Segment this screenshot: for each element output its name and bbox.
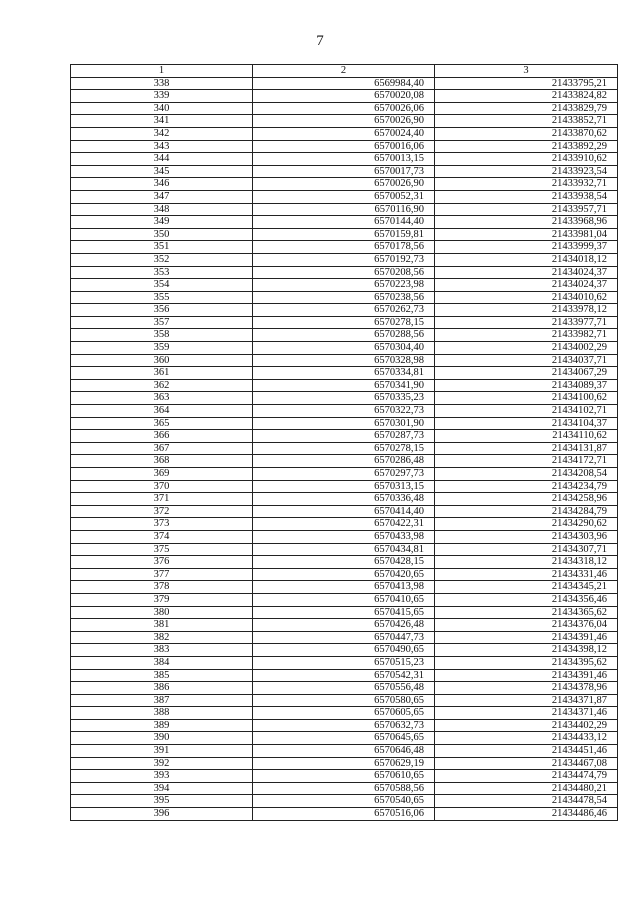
point-number-cell: 375 xyxy=(71,543,253,556)
point-number-cell: 394 xyxy=(71,782,253,795)
table-row xyxy=(71,253,618,266)
table-row xyxy=(71,568,618,581)
coordinate-y-cell: 21434018,12 xyxy=(435,253,618,266)
coordinate-y-cell: 21434024,37 xyxy=(435,266,618,279)
coordinate-y-cell: 21433978,12 xyxy=(435,304,618,317)
table-row xyxy=(71,770,618,783)
table-row xyxy=(71,190,618,203)
coordinate-x-cell: 6570286,48 xyxy=(253,455,435,468)
table-row xyxy=(71,468,618,481)
coordinate-y-cell: 21434067,29 xyxy=(435,367,618,380)
table-row xyxy=(71,153,618,166)
point-number-cell: 372 xyxy=(71,505,253,518)
table-row xyxy=(71,417,618,430)
coordinate-y-cell: 21433829,79 xyxy=(435,102,618,115)
table-row xyxy=(71,430,618,443)
point-number-cell: 367 xyxy=(71,442,253,455)
point-number-cell: 396 xyxy=(71,808,253,821)
coordinate-y-cell: 21434024,37 xyxy=(435,279,618,292)
coordinate-x-cell: 6570516,06 xyxy=(253,808,435,821)
coordinate-y-cell: 21433932,71 xyxy=(435,178,618,191)
point-number-cell: 370 xyxy=(71,480,253,493)
point-number-cell: 345 xyxy=(71,165,253,178)
point-number-cell: 339 xyxy=(71,90,253,103)
point-number-cell: 356 xyxy=(71,304,253,317)
table-row xyxy=(71,530,618,543)
table-row xyxy=(71,543,618,556)
coordinate-x-cell: 6570017,73 xyxy=(253,165,435,178)
point-number-cell: 383 xyxy=(71,644,253,657)
point-number-cell: 393 xyxy=(71,770,253,783)
point-number-cell: 361 xyxy=(71,367,253,380)
coordinate-x-cell: 6570428,15 xyxy=(253,556,435,569)
coordinate-y-cell: 21434037,71 xyxy=(435,354,618,367)
table-row xyxy=(71,77,618,90)
coordinate-x-cell: 6570313,15 xyxy=(253,480,435,493)
coordinate-y-cell: 21434467,08 xyxy=(435,757,618,770)
coordinate-x-cell: 6570447,73 xyxy=(253,631,435,644)
coordinate-x-cell: 6570433,98 xyxy=(253,530,435,543)
coordinate-y-cell: 21433938,54 xyxy=(435,190,618,203)
coordinate-x-cell: 6570304,40 xyxy=(253,342,435,355)
point-number-cell: 368 xyxy=(71,455,253,468)
coordinate-y-cell: 21433824,82 xyxy=(435,90,618,103)
coordinate-x-cell: 6570278,15 xyxy=(253,316,435,329)
table-row xyxy=(71,682,618,695)
point-number-cell: 359 xyxy=(71,342,253,355)
table-row xyxy=(71,165,618,178)
coordinate-y-cell: 21434356,46 xyxy=(435,593,618,606)
coordinate-x-cell: 6570287,73 xyxy=(253,430,435,443)
coordinate-y-cell: 21434398,12 xyxy=(435,644,618,657)
coordinate-x-cell: 6570262,73 xyxy=(253,304,435,317)
coordinate-x-cell: 6570542,31 xyxy=(253,669,435,682)
coordinate-x-cell: 6569984,40 xyxy=(253,77,435,90)
table-row xyxy=(71,127,618,140)
coordinate-x-cell: 6570278,15 xyxy=(253,442,435,455)
coordinate-y-cell: 21434010,62 xyxy=(435,291,618,304)
point-number-cell: 352 xyxy=(71,253,253,266)
table-row xyxy=(71,304,618,317)
coordinate-x-cell: 6570052,31 xyxy=(253,190,435,203)
coordinate-y-cell: 21434395,62 xyxy=(435,656,618,669)
coordinate-x-cell: 6570645,65 xyxy=(253,732,435,745)
table-row xyxy=(71,178,618,191)
table-row xyxy=(71,619,618,632)
table-row xyxy=(71,442,618,455)
coordinate-x-cell: 6570580,65 xyxy=(253,694,435,707)
point-number-cell: 348 xyxy=(71,203,253,216)
table-row xyxy=(71,392,618,405)
coordinate-x-cell: 6570026,90 xyxy=(253,178,435,191)
coordinate-x-cell: 6570410,65 xyxy=(253,593,435,606)
table-row xyxy=(71,316,618,329)
coordinate-x-cell: 6570223,98 xyxy=(253,279,435,292)
coordinate-x-cell: 6570322,73 xyxy=(253,405,435,418)
point-number-cell: 350 xyxy=(71,228,253,241)
coordinate-x-cell: 6570144,40 xyxy=(253,216,435,229)
coordinate-x-cell: 6570024,40 xyxy=(253,127,435,140)
point-number-cell: 351 xyxy=(71,241,253,254)
point-number-cell: 369 xyxy=(71,468,253,481)
table-row xyxy=(71,669,618,682)
point-number-cell: 343 xyxy=(71,140,253,153)
coordinate-x-cell: 6570414,40 xyxy=(253,505,435,518)
coordinate-y-cell: 21434172,71 xyxy=(435,455,618,468)
point-number-cell: 376 xyxy=(71,556,253,569)
point-number-cell: 362 xyxy=(71,379,253,392)
coordinate-y-cell: 21433977,71 xyxy=(435,316,618,329)
coordinate-x-cell: 6570434,81 xyxy=(253,543,435,556)
coordinate-x-cell: 6570335,23 xyxy=(253,392,435,405)
table-row xyxy=(71,644,618,657)
coordinate-x-cell: 6570540,65 xyxy=(253,795,435,808)
point-number-cell: 364 xyxy=(71,405,253,418)
coordinate-y-cell: 21434089,37 xyxy=(435,379,618,392)
coordinate-y-cell: 21434478,54 xyxy=(435,795,618,808)
coordinate-x-cell: 6570026,90 xyxy=(253,115,435,128)
coordinate-x-cell: 6570629,19 xyxy=(253,757,435,770)
column-header-1: 1 xyxy=(71,65,253,78)
table-row xyxy=(71,379,618,392)
coordinate-y-cell: 21434376,04 xyxy=(435,619,618,632)
point-number-cell: 371 xyxy=(71,493,253,506)
point-number-cell: 378 xyxy=(71,581,253,594)
table-row xyxy=(71,556,618,569)
table-row xyxy=(71,241,618,254)
table-row xyxy=(71,115,618,128)
point-number-cell: 338 xyxy=(71,77,253,90)
coordinate-y-cell: 21434480,21 xyxy=(435,782,618,795)
coordinate-x-cell: 6570646,48 xyxy=(253,745,435,758)
point-number-cell: 373 xyxy=(71,518,253,531)
coordinate-y-cell: 21434365,62 xyxy=(435,606,618,619)
coordinate-y-cell: 21434290,62 xyxy=(435,518,618,531)
point-number-cell: 395 xyxy=(71,795,253,808)
coordinate-y-cell: 21433957,71 xyxy=(435,203,618,216)
coordinate-x-cell: 6570422,31 xyxy=(253,518,435,531)
table-row xyxy=(71,266,618,279)
point-number-cell: 358 xyxy=(71,329,253,342)
coordinate-y-cell: 21434104,37 xyxy=(435,417,618,430)
coordinate-x-cell: 6570208,56 xyxy=(253,266,435,279)
table-row xyxy=(71,795,618,808)
table-row xyxy=(71,342,618,355)
coordinate-y-cell: 21433968,96 xyxy=(435,216,618,229)
coordinate-y-cell: 21434208,54 xyxy=(435,468,618,481)
coordinate-x-cell: 6570238,56 xyxy=(253,291,435,304)
point-number-cell: 349 xyxy=(71,216,253,229)
point-number-cell: 379 xyxy=(71,593,253,606)
coordinate-x-cell: 6570334,81 xyxy=(253,367,435,380)
table-row xyxy=(71,606,618,619)
coordinate-y-cell: 21433795,21 xyxy=(435,77,618,90)
coordinate-x-cell: 6570013,15 xyxy=(253,153,435,166)
coordinate-y-cell: 21434433,12 xyxy=(435,732,618,745)
point-number-cell: 387 xyxy=(71,694,253,707)
table-row xyxy=(71,505,618,518)
coordinate-x-cell: 6570556,48 xyxy=(253,682,435,695)
point-number-cell: 366 xyxy=(71,430,253,443)
table-row xyxy=(71,216,618,229)
coordinate-x-cell: 6570026,06 xyxy=(253,102,435,115)
coordinate-x-cell: 6570610,65 xyxy=(253,770,435,783)
coordinate-x-cell: 6570301,90 xyxy=(253,417,435,430)
coordinate-y-cell: 21434234,79 xyxy=(435,480,618,493)
coordinate-x-cell: 6570605,65 xyxy=(253,707,435,720)
coordinate-x-cell: 6570116,90 xyxy=(253,203,435,216)
coordinate-y-cell: 21433910,62 xyxy=(435,153,618,166)
coordinate-y-cell: 21434100,62 xyxy=(435,392,618,405)
point-number-cell: 355 xyxy=(71,291,253,304)
point-number-cell: 342 xyxy=(71,127,253,140)
coordinate-y-cell: 21434102,71 xyxy=(435,405,618,418)
table-row xyxy=(71,329,618,342)
page-number: 7 xyxy=(316,33,324,49)
coordinate-y-cell: 21434451,46 xyxy=(435,745,618,758)
coordinate-x-cell: 6570288,56 xyxy=(253,329,435,342)
coordinate-y-cell: 21434110,62 xyxy=(435,430,618,443)
coordinate-x-cell: 6570632,73 xyxy=(253,719,435,732)
coordinate-x-cell: 6570490,65 xyxy=(253,644,435,657)
point-number-cell: 365 xyxy=(71,417,253,430)
table-row xyxy=(71,291,618,304)
coordinates-table xyxy=(70,64,618,821)
coordinate-y-cell: 21434402,29 xyxy=(435,719,618,732)
coordinate-y-cell: 21433982,71 xyxy=(435,329,618,342)
table-row xyxy=(71,782,618,795)
coordinate-y-cell: 21434131,87 xyxy=(435,442,618,455)
coordinate-x-cell: 6570515,23 xyxy=(253,656,435,669)
coordinate-y-cell: 21434378,96 xyxy=(435,682,618,695)
table-row xyxy=(71,694,618,707)
point-number-cell: 392 xyxy=(71,757,253,770)
coordinate-y-cell: 21434345,21 xyxy=(435,581,618,594)
point-number-cell: 347 xyxy=(71,190,253,203)
coordinate-y-cell: 21433870,62 xyxy=(435,127,618,140)
table-row xyxy=(71,203,618,216)
table-row xyxy=(71,455,618,468)
coordinate-y-cell: 21433923,54 xyxy=(435,165,618,178)
table-row xyxy=(71,757,618,770)
point-number-cell: 381 xyxy=(71,619,253,632)
coordinate-x-cell: 6570426,48 xyxy=(253,619,435,632)
table-body xyxy=(71,77,618,820)
coordinate-x-cell: 6570413,98 xyxy=(253,581,435,594)
table-row xyxy=(71,808,618,821)
point-number-cell: 384 xyxy=(71,656,253,669)
coordinate-y-cell: 21434486,46 xyxy=(435,808,618,821)
coordinate-y-cell: 21434303,96 xyxy=(435,530,618,543)
table-row xyxy=(71,518,618,531)
point-number-cell: 389 xyxy=(71,719,253,732)
coordinate-x-cell: 6570336,48 xyxy=(253,493,435,506)
coordinate-x-cell: 6570420,65 xyxy=(253,568,435,581)
point-number-cell: 380 xyxy=(71,606,253,619)
table-row xyxy=(71,631,618,644)
point-number-cell: 354 xyxy=(71,279,253,292)
coordinate-y-cell: 21434391,46 xyxy=(435,669,618,682)
coordinate-y-cell: 21434258,96 xyxy=(435,493,618,506)
point-number-cell: 391 xyxy=(71,745,253,758)
coordinate-y-cell: 21434284,79 xyxy=(435,505,618,518)
point-number-cell: 386 xyxy=(71,682,253,695)
point-number-cell: 388 xyxy=(71,707,253,720)
point-number-cell: 360 xyxy=(71,354,253,367)
coordinate-y-cell: 21433981,04 xyxy=(435,228,618,241)
coordinate-y-cell: 21433852,71 xyxy=(435,115,618,128)
point-number-cell: 363 xyxy=(71,392,253,405)
table-row xyxy=(71,405,618,418)
table-row xyxy=(71,593,618,606)
point-number-cell: 385 xyxy=(71,669,253,682)
coordinate-x-cell: 6570328,98 xyxy=(253,354,435,367)
coordinate-x-cell: 6570178,56 xyxy=(253,241,435,254)
point-number-cell: 382 xyxy=(71,631,253,644)
coordinate-y-cell: 21433999,37 xyxy=(435,241,618,254)
table-row xyxy=(71,707,618,720)
table-row xyxy=(71,480,618,493)
table-row xyxy=(71,102,618,115)
table-header-row xyxy=(71,65,618,78)
coordinate-x-cell: 6570159,81 xyxy=(253,228,435,241)
table-row xyxy=(71,140,618,153)
coordinate-y-cell: 21434391,46 xyxy=(435,631,618,644)
coordinate-y-cell: 21434307,71 xyxy=(435,543,618,556)
table-row xyxy=(71,732,618,745)
point-number-cell: 340 xyxy=(71,102,253,115)
coordinate-x-cell: 6570016,06 xyxy=(253,140,435,153)
coordinate-y-cell: 21434002,29 xyxy=(435,342,618,355)
coordinate-x-cell: 6570415,65 xyxy=(253,606,435,619)
point-number-cell: 390 xyxy=(71,732,253,745)
coordinate-y-cell: 21434371,46 xyxy=(435,707,618,720)
point-number-cell: 374 xyxy=(71,530,253,543)
table-row xyxy=(71,279,618,292)
coordinate-x-cell: 6570588,56 xyxy=(253,782,435,795)
coordinate-y-cell: 21433892,29 xyxy=(435,140,618,153)
table-row xyxy=(71,354,618,367)
table-row xyxy=(71,367,618,380)
coordinate-y-cell: 21434331,46 xyxy=(435,568,618,581)
coordinate-x-cell: 6570341,90 xyxy=(253,379,435,392)
point-number-cell: 341 xyxy=(71,115,253,128)
table-row xyxy=(71,493,618,506)
point-number-cell: 344 xyxy=(71,153,253,166)
coordinate-y-cell: 21434318,12 xyxy=(435,556,618,569)
table-row xyxy=(71,656,618,669)
point-number-cell: 346 xyxy=(71,178,253,191)
table-row xyxy=(71,228,618,241)
table-row xyxy=(71,90,618,103)
table-row xyxy=(71,745,618,758)
column-header-2: 2 xyxy=(253,65,435,78)
coordinate-y-cell: 21434371,87 xyxy=(435,694,618,707)
coordinate-x-cell: 6570020,08 xyxy=(253,90,435,103)
coordinate-x-cell: 6570192,73 xyxy=(253,253,435,266)
coordinate-x-cell: 6570297,73 xyxy=(253,468,435,481)
column-header-3: 3 xyxy=(435,65,618,78)
point-number-cell: 357 xyxy=(71,316,253,329)
point-number-cell: 353 xyxy=(71,266,253,279)
point-number-cell: 377 xyxy=(71,568,253,581)
table-row xyxy=(71,581,618,594)
table-row xyxy=(71,719,618,732)
coordinate-y-cell: 21434474,79 xyxy=(435,770,618,783)
